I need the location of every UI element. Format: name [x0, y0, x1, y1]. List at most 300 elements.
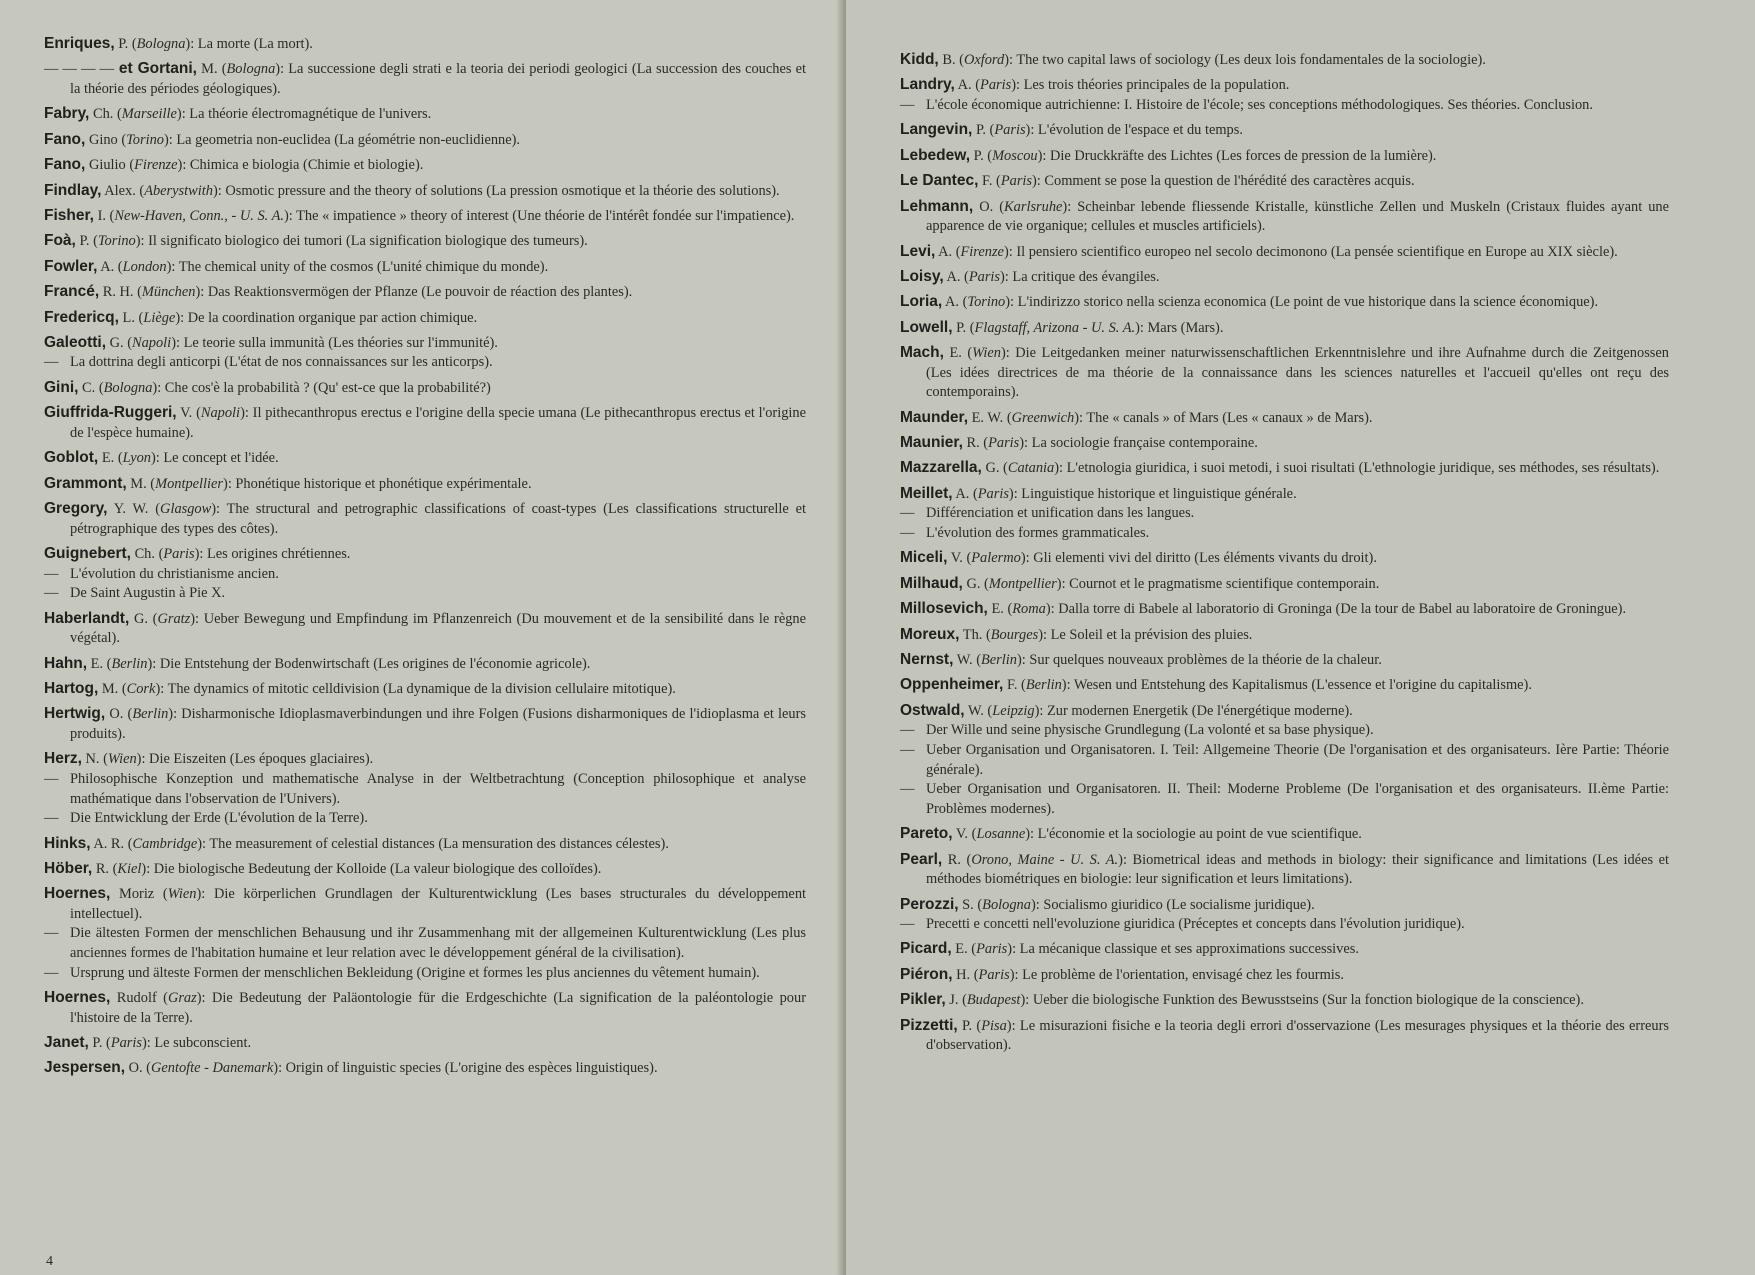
lecture-title: ): Osmotic pressure and the theory of solutions (La pression osmotique et la théorie des solutions). [212, 182, 780, 199]
lecture-title: ): Le Soleil et la prévision des pluies. [1038, 626, 1253, 643]
author-initials: A. ( [952, 485, 978, 502]
bibliography-entry [900, 120, 1669, 141]
lecture-title: ): Gli elementi vivi del diritto (Les éléments vivants du droit). [1020, 550, 1377, 567]
ditto-dash: — [44, 925, 59, 942]
author-name: Francé, [44, 283, 100, 301]
bibliography-entry [900, 433, 1669, 454]
bibliography-entry [44, 964, 806, 984]
author-city: Berlin [132, 706, 169, 723]
bibliography-entry [44, 155, 806, 176]
author-initials: V. ( [952, 826, 977, 843]
author-name: Lehmann, [900, 197, 974, 215]
lecture-title: ): Ueber Bewegung und Empfindung im Pflanzenreich (Du mouvement et de la sensibilité dans le règne végétal). [70, 610, 806, 647]
author-city: Firenze [134, 157, 178, 174]
lecture-title: ): L'etnologia giuridica, i suoi metodi, i suoi risultati (L'ethnologie juridique, ses méthodes, ses résultats). [1054, 460, 1660, 477]
lecture-title: ): Il pithecanthropus erectus e l'origine della specie umana (Le pithecanthropus erectus et l'origine de l'espèce humaine). [70, 405, 807, 441]
lecture-title: L'évolution des formes grammaticales. [926, 525, 1150, 542]
author-name: Fano, [44, 156, 86, 174]
author-name: Oppenheimer, [900, 676, 1004, 694]
author-city: Berlin [1025, 677, 1062, 694]
lecture-title: ): Le problème de l'orientation, envisagé chez les fourmis. [1009, 966, 1344, 983]
author-initials: E. ( [943, 345, 973, 362]
author-name: Herz, [44, 750, 82, 768]
author-initials: S. ( [958, 896, 983, 913]
author-city: Moscou [992, 147, 1038, 164]
ditto-dash: — — — — [44, 61, 115, 78]
author-name: Mazzarella, [900, 459, 982, 477]
author-city: Orono, Maine - U. S. A. [971, 851, 1119, 868]
author-name: Loisy, [900, 267, 944, 285]
author-city: Montpellier [988, 575, 1057, 592]
bibliography-entry [44, 704, 806, 744]
author-city: Losanne [976, 826, 1026, 843]
author-city: Karlsruhe [1004, 198, 1063, 215]
lecture-title: Ueber Organisation und Organisatoren. I. Teil: Allgemeine Theorie (De l'organisation et des organisateurs. Ière Partie: Théorie générale). [926, 741, 1669, 778]
lecture-title: ): Das Reaktionsvermögen der Pflanze (Le pouvoir de réaction des plantes). [195, 284, 633, 301]
author-initials: A. ( [943, 268, 969, 285]
author-initials: P. ( [970, 147, 993, 164]
author-initials: R. ( [92, 860, 118, 877]
bibliography-entry [44, 206, 806, 227]
author-name: Höber, [44, 859, 93, 877]
author-city: Leipzig [992, 702, 1035, 719]
bibliography-entry [900, 625, 1669, 646]
author-name: Levi, [900, 242, 936, 260]
author-name: Haberlandt, [44, 609, 130, 627]
author-initials: G. ( [106, 334, 132, 351]
author-city: Roma [1012, 601, 1046, 618]
lecture-title: Philosophische Konzeption und mathematische Analyse in der Weltbetrachtung (Conception philosophique et analyse mathématique dans l'observation de l'Univers). [70, 770, 806, 807]
lecture-title: ): Disharmonische Idioplasmaverbindungen und ihre Folgen (Fusions disharmoniques de l'idioplasma et leurs produits). [70, 706, 806, 742]
ditto-dash: — [900, 781, 915, 798]
ditto-dash: — [900, 916, 915, 933]
lecture-title: ): Chimica e biologia (Chimie et biologie). [177, 157, 424, 174]
lecture-title: ): Die Eiszeiten (Les époques glaciaires). [136, 751, 374, 768]
author-name: Pikler, [900, 991, 946, 1009]
author-initials: M. ( [197, 61, 227, 78]
author-initials: I. ( [93, 207, 115, 224]
lecture-title: ): Mars (Mars). [1135, 319, 1224, 336]
lecture-title: ): Zur modernen Energetik (De l'énergétique moderne). [1034, 702, 1353, 719]
author-city: Wien [972, 345, 1001, 362]
author-initials: V. ( [176, 405, 201, 422]
lecture-title: ): La sociologie française contemporaine. [1019, 435, 1258, 452]
author-city: Cambridge [132, 835, 198, 852]
author-name: Fowler, [44, 257, 98, 275]
author-initials: R. ( [942, 851, 972, 868]
lecture-title: ): Phonétique historique et phonétique expérimentale. [223, 475, 532, 492]
author-initials: B. ( [938, 52, 964, 68]
lecture-title: ): Il pensiero scientifico europeo nel secolo decimonono (La pensée scientifique en Europe au XIX siècle). [1003, 243, 1618, 260]
lecture-title: ): La théorie électromagnétique de l'univers. [176, 106, 432, 123]
bibliography-entry [900, 343, 1669, 403]
lecture-title: ): Les origines chrétiennes. [194, 546, 351, 563]
author-initials: C. ( [78, 379, 104, 396]
author-city: Aberystwith [144, 182, 213, 199]
right-page [846, 0, 1755, 1275]
bibliography-entry [900, 599, 1669, 620]
lecture-title: ): La successione degli strati e la teoria dei periodi geologici (La succession des couches et la théorie des périodes géologiques). [70, 61, 806, 97]
author-city: Greenwich [1011, 409, 1075, 426]
bibliography-entry [44, 924, 806, 963]
author-name: Hertwig, [44, 705, 106, 723]
author-initials: R. ( [962, 435, 989, 452]
author-initials: A. ( [97, 258, 123, 275]
author-initials: E. ( [87, 655, 112, 672]
author-name: Fano, [44, 130, 86, 148]
author-name: et Gortani, [114, 60, 197, 78]
author-initials: V. ( [947, 550, 972, 567]
author-initials: Rudolf ( [110, 990, 168, 1007]
author-city: München [141, 284, 196, 301]
lecture-title: ): Wesen und Entstehung des Kapitalismus (L'essence et l'origine du capitalisme). [1061, 677, 1532, 694]
lecture-title: ): Sur quelques nouveaux problèmes de la théorie de la chaleur. [1016, 651, 1382, 668]
bibliography-entry [900, 990, 1669, 1011]
bibliography-entry [44, 1058, 806, 1079]
lecture-title: ): Die körperlichen Grundlagen der Kulturentwicklung (Les bases structurales du développement intellectuel). [70, 886, 807, 922]
author-initials: P. ( [75, 233, 98, 250]
lecture-title: ): The « canals » of Mars (Les « canaux » de Mars). [1074, 409, 1373, 426]
bibliography-entry [900, 850, 1669, 890]
bibliography-entry [44, 448, 806, 469]
author-city: Berlin [111, 655, 148, 672]
author-initials: G. ( [129, 610, 158, 627]
ditto-dash: — [900, 722, 915, 739]
lecture-title: ): The structural and petrographic classifications of coast-types (Les classifications structurelle et pétrographique des types des côtes). [70, 501, 806, 537]
lecture-title: ): De la coordination organique par action chimique. [175, 309, 478, 326]
lecture-title: La dottrina degli anticorpi (L'état de nos connaissances sur les anticorps). [70, 354, 493, 371]
author-name: Millosevich, [900, 600, 988, 618]
author-initials: Th. ( [959, 626, 991, 643]
lecture-title: Die ältesten Formen der menschlichen Behausung und ihr Zusammenhang mit der allgemeinen Kulturentwicklung (Les plus anciennes formes de l'habitation humaine et leur relation avec le développement général de la civilisation). [70, 925, 806, 962]
bibliography-entry [44, 834, 806, 855]
bibliography-entry [44, 181, 806, 202]
author-city: Bologna [982, 896, 1031, 913]
bibliography-entry [900, 574, 1669, 595]
lecture-title: ): Cournot et le pragmatisme scientifique contemporain. [1056, 575, 1380, 592]
author-city: Paris [976, 941, 1008, 958]
lecture-title: ): Die Entstehung der Bodenwirtschaft (Les origines de l'économie agricole). [147, 655, 591, 672]
author-name: Guignebert, [44, 545, 131, 563]
author-initials: P. ( [957, 1017, 982, 1034]
ditto-dash: — [900, 525, 915, 542]
author-name: Meillet, [900, 484, 953, 502]
lecture-title: ): Il significato biologico dei tumori (La signification biologique des tumeurs). [135, 233, 588, 250]
author-name: Hinks, [44, 834, 91, 852]
bibliography-entry [900, 408, 1669, 429]
bibliography-entry [44, 34, 806, 55]
author-name: Langevin, [900, 121, 973, 139]
lecture-title: ): Socialismo giuridico (Le socialisme juridique). [1030, 896, 1315, 913]
bibliography-entry [44, 403, 806, 443]
author-city: Marseille [121, 106, 177, 123]
bibliography-entry [900, 267, 1669, 288]
author-city: Oxford [963, 52, 1005, 68]
author-name: Goblot, [44, 449, 99, 467]
ditto-dash: — [44, 565, 59, 582]
lecture-title: L'évolution du christianisme ancien. [70, 565, 279, 582]
bibliography-entry [44, 257, 806, 278]
author-name: Hoernes, [44, 989, 111, 1007]
lecture-title: ): The « impatience » theory of interest (Une théorie de l'intérêt fondée sur l'impatience). [283, 207, 795, 224]
author-city: Wien [107, 751, 137, 768]
lecture-title: ): The measurement of celestial distances (La mensuration des distances célestes). [197, 835, 669, 852]
author-initials: Y. W. ( [107, 501, 161, 518]
author-initials: Giulio ( [85, 157, 135, 174]
author-city: Bologna [103, 379, 153, 396]
author-name: Maunier, [900, 434, 963, 452]
author-city: Torino [126, 131, 164, 148]
author-city: Bologna [226, 61, 276, 78]
author-city: New-Haven, Conn., - U. S. A. [114, 207, 284, 224]
lecture-title: ): L'évolution de l'espace et du temps. [1025, 122, 1243, 139]
bibliography-entry [900, 548, 1669, 569]
author-initials: A. ( [942, 294, 968, 311]
lecture-title: De Saint Augustin à Pie X. [70, 585, 226, 602]
author-city: Paris [1000, 173, 1033, 190]
author-name: Hahn, [44, 654, 88, 672]
bibliography-entry [44, 59, 806, 99]
bibliography-entry [900, 504, 1669, 524]
ditto-dash: — [900, 96, 915, 113]
author-initials: E. W. ( [968, 409, 1012, 426]
author-city: Kiel [117, 860, 142, 877]
bibliography-entry [44, 353, 806, 373]
ditto-dash: — [44, 585, 59, 602]
lecture-title: Ursprung und älteste Formen der menschlichen Bekleidung (Origine et formes les plus anciennes du vêtement humain). [70, 964, 760, 981]
lecture-title: ): Les trois théories principales de la population. [1011, 77, 1290, 94]
bibliography-entry [44, 1033, 806, 1054]
author-city: Paris [978, 966, 1010, 983]
author-initials: O. ( [105, 706, 133, 723]
author-name: Picard, [900, 940, 952, 958]
author-city: Glasgow [160, 501, 212, 518]
author-city: Liège [143, 309, 176, 326]
author-city: Gentofte - Danemark [150, 1060, 274, 1077]
bibliography-entry [44, 378, 806, 399]
author-city: Paris [163, 546, 195, 563]
author-city: Paris [968, 268, 1001, 285]
lecture-title: ): The two capital laws of sociology (Les deux lois fondamentales de la sociologie). [1004, 52, 1486, 68]
author-city: Cork [126, 680, 156, 697]
author-name: Piéron, [900, 965, 953, 983]
bibliography-entry [900, 146, 1669, 167]
lecture-title: Precetti e concetti nell'evoluzione giuridica (Préceptes et concepts dans l'évolution juridique). [926, 916, 1465, 933]
bibliography-entry [44, 859, 806, 880]
lecture-title: ): Ueber die biologische Funktion des Bewusstseins (Sur la fonction biologique de la conscience). [1020, 992, 1584, 1009]
author-city: Berlin [981, 651, 1017, 668]
lecture-title: Der Wille und seine physische Grundlegung (La volonté et sa base physique). [926, 722, 1374, 739]
lecture-title: ): Dalla torre di Babele al laboratorio di Groninga (De la tour de Babel au laboratoire de Groningue). [1045, 601, 1627, 618]
lecture-title: ): L'indirizzo storico nella scienza economica (Le point de vue historique dans la science économique). [1005, 294, 1599, 311]
page-number: 4 [46, 1254, 53, 1269]
author-city: London [122, 258, 167, 275]
author-city: Paris [980, 77, 1012, 94]
author-initials: W. ( [964, 702, 993, 719]
bibliography-entry [44, 104, 806, 125]
author-city: Firenze [960, 243, 1004, 260]
bibliography-entry [900, 458, 1669, 479]
bibliography-entry [900, 292, 1669, 313]
bibliography-entry [44, 474, 806, 495]
author-name: Maunder, [900, 408, 969, 426]
author-city: Torino [967, 294, 1006, 311]
bibliography-entry [44, 609, 806, 649]
bibliography-entry [44, 770, 806, 809]
bibliography-entry [44, 130, 806, 151]
bibliography-entry [900, 171, 1669, 192]
lecture-title: ): L'économie et la sociologie au point de vue scientifique. [1025, 826, 1362, 843]
lecture-title: ): La geometria non-euclidea (La géométrie non-euclidienne). [164, 131, 520, 148]
lecture-title: ): La mécanique classique et ses approximations successives. [1007, 941, 1359, 958]
bibliography-entry [900, 318, 1669, 339]
author-name: Mach, [900, 344, 944, 362]
bibliography-entry [900, 895, 1669, 916]
bibliography-entry [900, 484, 1669, 505]
bibliography-entry [900, 197, 1669, 237]
author-name: Janet, [44, 1034, 89, 1052]
lecture-title: ): Le teorie sulla immunità (Les théories sur l'immunité). [171, 334, 498, 351]
bibliography-entry [44, 809, 806, 829]
ditto-dash: — [900, 505, 915, 522]
author-initials: E. ( [951, 941, 977, 958]
bibliography-entry [44, 749, 806, 770]
lecture-title: ): The dynamics of mitotic celldivision (La dynamique de la division cellulaire mitotique). [155, 680, 676, 697]
author-initials: F. ( [978, 173, 1001, 190]
lecture-title: Die Entwicklung der Erde (L'évolution de la Terre). [70, 810, 368, 827]
author-name: Gregory, [44, 500, 108, 518]
author-initials: A. ( [935, 243, 961, 260]
author-city: Flagstaff, Arizona - U. S. A. [974, 319, 1136, 336]
bibliography-entry [900, 824, 1669, 845]
author-city: Bourges [990, 626, 1039, 643]
author-city: Lyon [122, 450, 151, 467]
author-name: Moreux, [900, 625, 960, 643]
lecture-title: ): Le misurazioni fisiche e la teoria degli errori d'osservazione (Les mesurages physiques et la théorie des erreurs d'observation). [926, 1017, 1669, 1054]
author-city: Pisa [981, 1017, 1007, 1034]
ditto-dash: — [900, 741, 915, 758]
author-initials: F. ( [1003, 677, 1026, 694]
ditto-dash: — [44, 354, 59, 371]
bibliography-entry [900, 75, 1669, 96]
author-name: Loria, [900, 293, 943, 311]
author-name: Fabry, [44, 105, 90, 123]
author-name: Pearl, [900, 850, 943, 868]
lecture-title: ): Die Leitgedanken meiner naturwissenschaftlichen Erkenntnislehre und ihre Aufnahme durch die Zeitgenossen (Les idées directrices de ma théorie de la connaissance dans les sciences naturelles et l'accueil qu'elles ont reçu des contemporains). [926, 345, 1669, 401]
lecture-title: ): Comment se pose la question de l'hérédité des caractères acquis. [1032, 173, 1415, 190]
author-city: Paris [994, 122, 1026, 139]
bibliography-entry [44, 308, 806, 329]
author-name: Findlay, [44, 181, 102, 199]
bibliography-entry [900, 965, 1669, 986]
author-city: Bologna [136, 36, 186, 52]
author-city: Montpellier [155, 475, 224, 492]
bibliography-entry [44, 333, 806, 354]
author-name: Hartog, [44, 679, 99, 697]
lecture-title: Différenciation et unification dans les langues. [926, 505, 1195, 522]
author-initials: P. ( [114, 36, 137, 52]
author-city: Napoli [132, 334, 172, 351]
author-city: Gratz [157, 610, 191, 627]
lecture-title: ): Le subconscient. [142, 1035, 252, 1052]
bibliography-entry [900, 242, 1669, 263]
author-initials: W. ( [953, 651, 981, 668]
bibliography-entry [900, 741, 1669, 780]
author-city: Paris [988, 435, 1020, 452]
ditto-dash: — [44, 770, 59, 787]
lecture-title: ): Die biologische Bedeutung der Kolloide (La valeur biologique des colloïdes). [141, 860, 602, 877]
bibliography-entry [900, 675, 1669, 696]
author-initials: G. ( [962, 575, 989, 592]
bibliography-entry [900, 50, 1669, 71]
author-city: Paris [977, 485, 1009, 502]
bibliography-entry [44, 499, 806, 539]
bibliography-entry [44, 988, 806, 1028]
bibliography-entry [900, 96, 1669, 116]
author-city: Budapest [966, 992, 1021, 1009]
author-name: Fredericq, [44, 308, 119, 326]
bibliography-entry [44, 544, 806, 565]
author-initials: Ch. ( [89, 106, 122, 123]
lecture-title: L'école économique autrichienne: I. Histoire de l'école; ses conceptions méthodologiques. Ses théories. Conclusion. [926, 96, 1593, 113]
bibliography-entry [900, 650, 1669, 671]
bibliography-entry [44, 565, 806, 585]
author-initials: P. ( [972, 122, 995, 139]
lecture-title: ): Le concept et l'idée. [151, 450, 279, 467]
lecture-title: ): La morte (La mort). [185, 36, 313, 52]
bibliography-entry [900, 939, 1669, 960]
author-city: Paris [110, 1035, 142, 1052]
ditto-dash: — [44, 810, 59, 827]
author-city: Palermo [971, 550, 1021, 567]
lecture-title: Ueber Organisation und Organisatoren. II. Theil: Moderne Probleme (De l'organisation et des organisateurs. II.ème Partie: Problèmes modernes). [926, 781, 1669, 817]
author-initials: Gino ( [85, 131, 127, 148]
bibliography-entry [900, 915, 1669, 935]
author-name: Giuffrida-Ruggeri, [44, 404, 177, 422]
author-name: Hoernes, [44, 885, 111, 903]
author-name: Jespersen, [44, 1059, 125, 1077]
author-initials: A. R. ( [90, 835, 133, 852]
author-initials: P. ( [88, 1035, 111, 1052]
lecture-title: ): Che cos'è la probabilità ? (Qu' est-ce que la probabilité?) [152, 379, 491, 396]
author-name: Le Dantec, [900, 172, 979, 190]
bibliography-entry [44, 679, 806, 700]
bibliography-entry [900, 721, 1669, 741]
lecture-title: ): Linguistique historique et linguistique générale. [1008, 485, 1297, 502]
author-name: Nernst, [900, 650, 954, 668]
bibliography-entry [44, 282, 806, 303]
author-name: Gini, [44, 378, 79, 396]
author-initials: M. ( [98, 680, 127, 697]
lecture-title: ): Biometrical ideas and methods in biology: their significance and limitations (Les idées et méthodes biométriques en biologie: leur signification et leurs limitations). [926, 851, 1669, 888]
author-name: Landry, [900, 76, 955, 94]
author-name: Ostwald, [900, 701, 965, 719]
bibliography-entry [900, 701, 1669, 722]
author-initials: A. ( [954, 77, 981, 94]
ditto-dash: — [44, 964, 59, 981]
lecture-title: ): Die Druckkräfte des Lichtes (Les forces de pression de la lumière). [1037, 147, 1437, 164]
author-initials: Ch. ( [130, 546, 164, 563]
author-name: Perozzi, [900, 895, 959, 913]
lecture-title: ): Scheinbar lebende fliessende Kristalle, künstliche Zellen und Muskeln (Cristaux fluides ayant une apparence de vie organique; cellules et muscles artificiels). [926, 198, 1670, 235]
lecture-title: ): Origin of linguistic species (L'origine des espèces linguistiques). [273, 1060, 658, 1077]
bibliography-entry [44, 231, 806, 252]
left-page [0, 0, 846, 1275]
author-initials: P. ( [952, 319, 975, 336]
author-name: Milhaud, [900, 574, 963, 592]
author-city: Graz [167, 990, 197, 1007]
bibliography-entry [900, 524, 1669, 544]
